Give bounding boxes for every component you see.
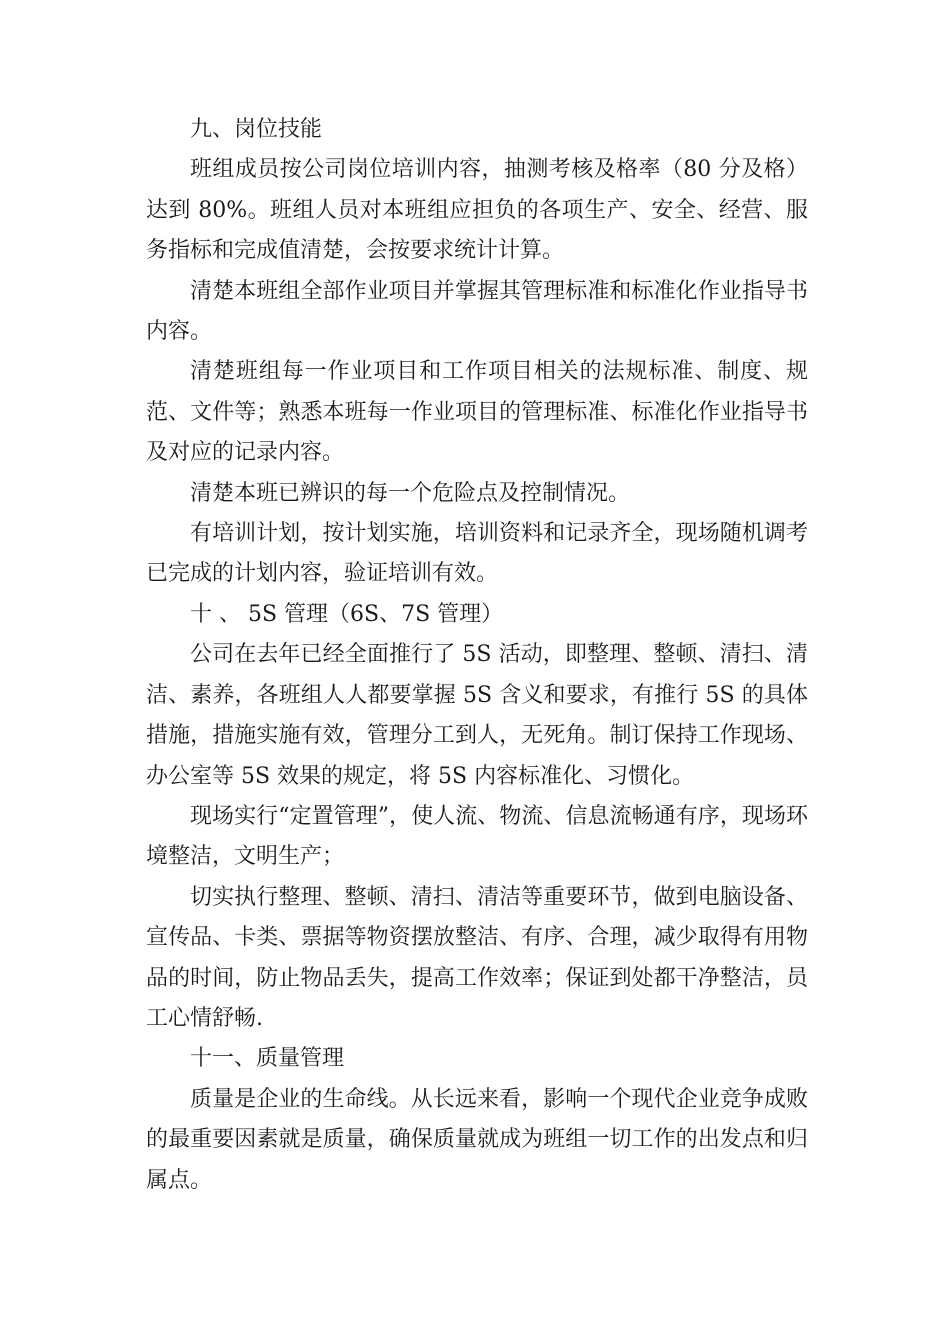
paragraph-fixed-position: 现场实行“定置管理”，使人流、物流、信息流畅通有序，现场环境整洁，文明生产； — [146, 803, 808, 870]
section-heading-11: 十一、质量管理 — [190, 1046, 345, 1072]
paragraph-5s-activity: 公司在去年已经全面推行了 5S 活动，即整理、整顿、清扫、清洁、素养，各班组人人都要掌握 5S 含义和要求，有推行 5S 的具体措施，措施实施有效，管理分工到人，无死角。制订保持工作现场、办公室等 5S 效果的规定，将 5S 内容标准化、习惯化。 — [146, 642, 808, 789]
paragraph-training-pass-rate: 班组成员按公司岗位培训内容，抽测考核及格率（80 分及格）达到 80%。班组人员对本班组应担负的各项生产、安全、经营、服务指标和完成值清楚，会按要求统计计算。 — [146, 157, 808, 264]
paragraph-work-items: 清楚本班组全部作业项目并掌握其管理标准和标准化作业指导书内容。 — [146, 278, 808, 345]
paragraph-quality: 质量是企业的生命线。从长远来看，影响一个现代企业竞争成败的最重要因素就是质量，确保质量就成为班组一切工作的出发点和归属点。 — [146, 1086, 808, 1193]
document-body — [146, 110, 808, 1201]
paragraph-hazard-points: 清楚本班已辨识的每一个危险点及控制情况。 — [190, 480, 631, 506]
section-heading-10: 十 、 5S 管理（6S、7S 管理） — [190, 601, 504, 627]
paragraph-training-plan: 有培训计划，按计划实施，培训资料和记录齐全，现场随机调考已完成的计划内容，验证培训有效。 — [146, 521, 808, 587]
paragraph-regulations: 清楚班组每一作业项目和工作项目相关的法规标准、制度、规范、文件等；熟悉本班每一作业项目的管理标准、标准化作业指导书及对应的记录内容。 — [146, 359, 808, 466]
paragraph-key-steps: 切实执行整理、整顿、清扫、清洁等重要环节，做到电脑设备、宣传品、卡类、票据等物资摆放整洁、有序、合理，减少取得有用物品的时间，防止物品丢失，提高工作效率；保证到处都干净整洁，员工心情舒畅. — [146, 884, 808, 1031]
section-heading-9: 九、岗位技能 — [190, 117, 323, 142]
